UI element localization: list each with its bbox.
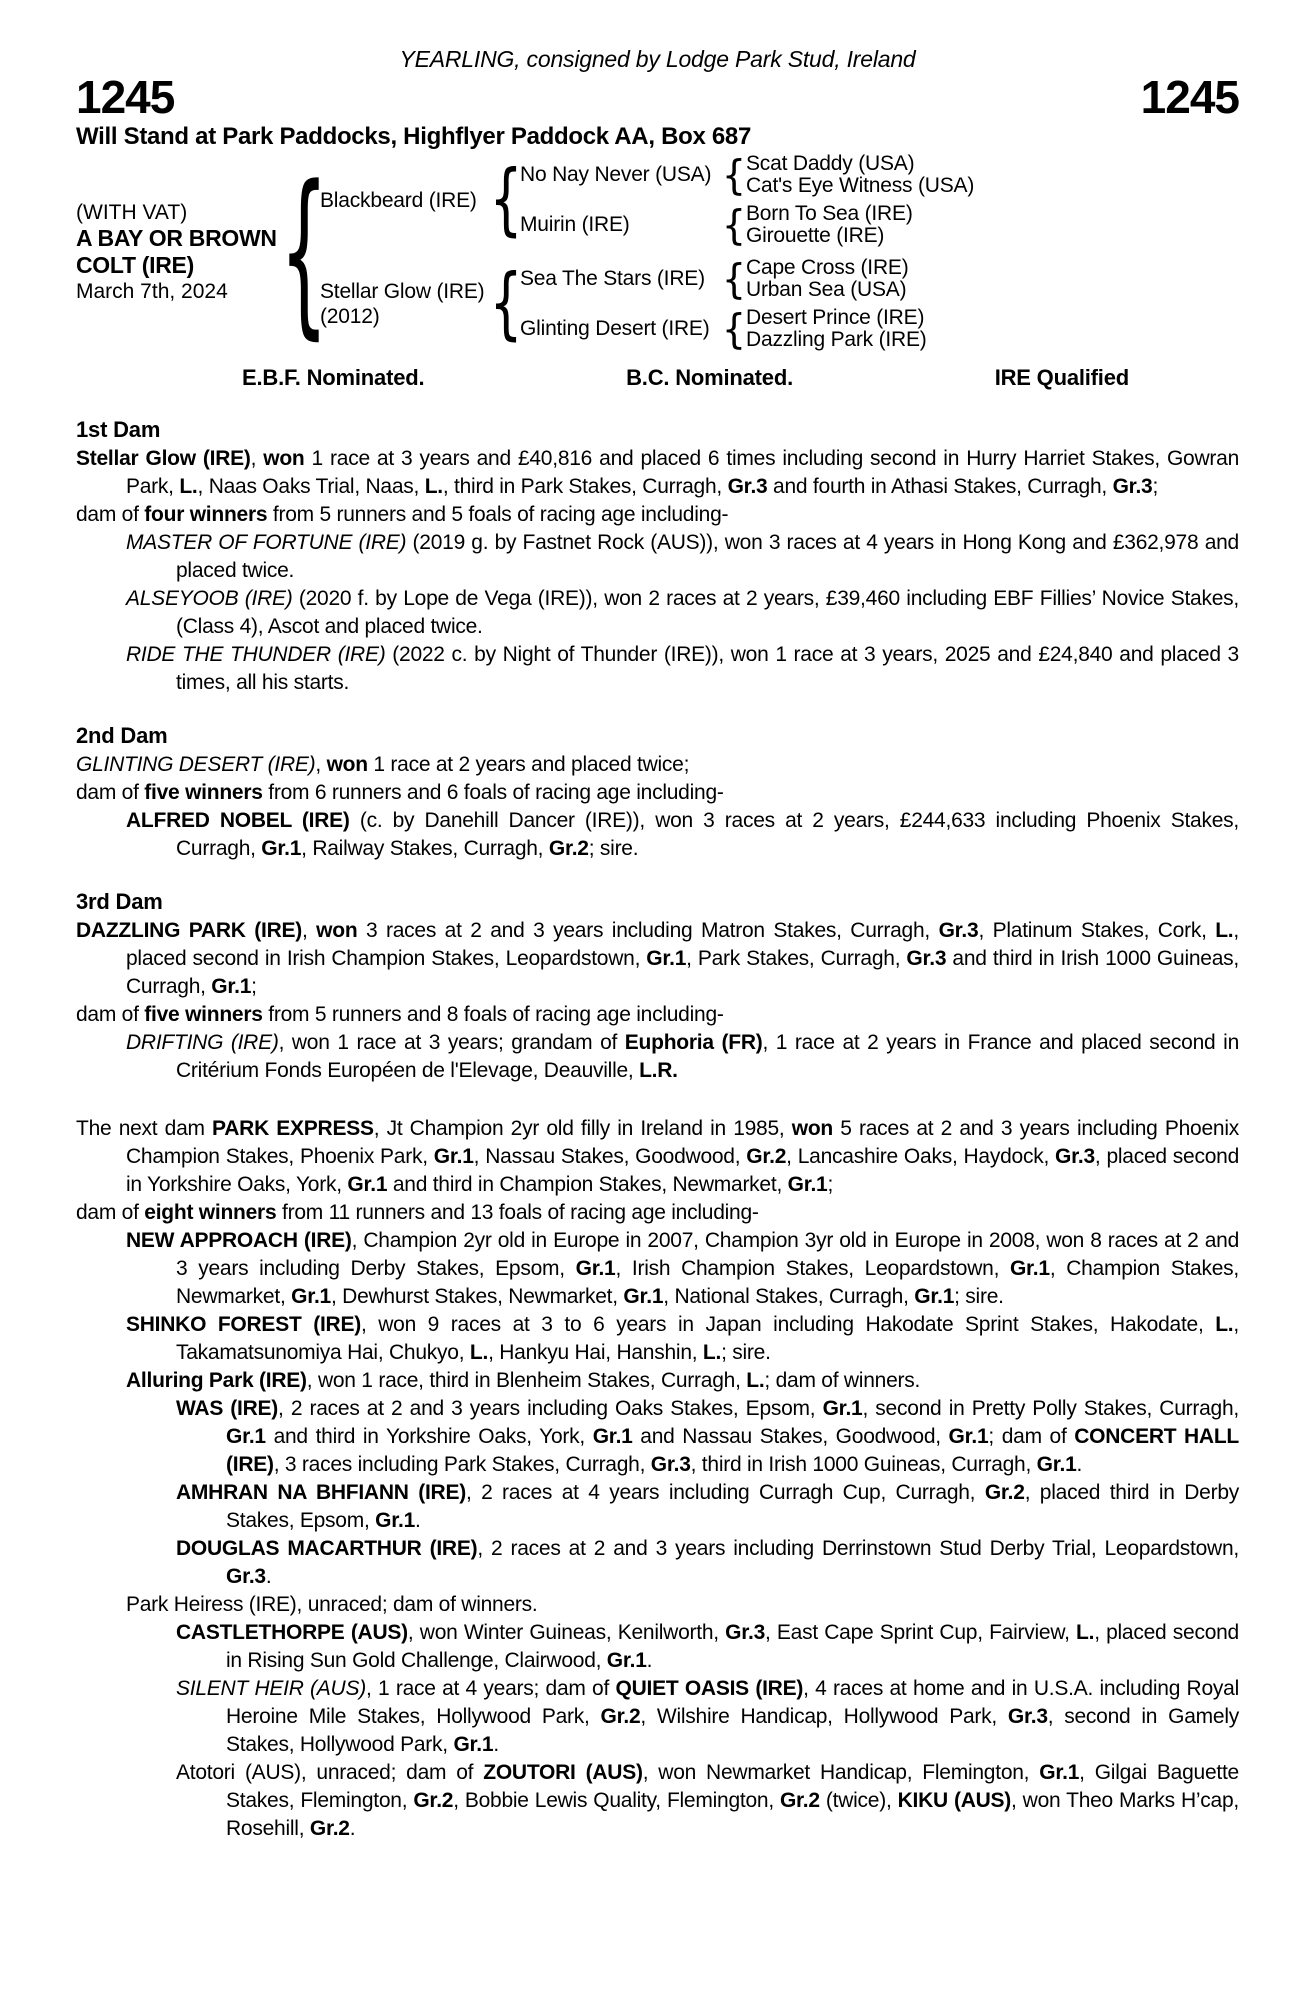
bc-nominated-label: B.C. Nominated. xyxy=(626,365,793,390)
pedigree-brace-sire-sire: { xyxy=(721,151,747,199)
lot-number-left: 1245 xyxy=(76,71,175,123)
stand-location-line: Will Stand at Park Paddocks, Highflyer Paddock AA, Box 687 xyxy=(76,123,752,150)
sire-sire-name: No Nay Never (USA) xyxy=(520,163,712,186)
sire-dam-parents xyxy=(746,203,1239,247)
pedigree-brace-generation1: { xyxy=(279,146,329,356)
pedigree-brace-dam-dam: { xyxy=(721,305,747,353)
pedigree-text-paragraph: The next dam PARK EXPRESS, Jt Champion 2yr old filly in Ireland in 1985, won 5 races at 2 and 3 years including Phoenix Champion Stakes, Phoenix Park, Gr.1, Nassau Stakes, Goodwood, Gr.2, Lancashire Oaks, Haydock, Gr.3, placed second in Yorkshire Oaks, York, Gr.1 and third in Champion Stakes, Newmarket, Gr.1; xyxy=(76,1117,1240,1196)
sire-parents xyxy=(520,153,1239,247)
lot-number-right: 1245 xyxy=(1140,71,1239,123)
sire-dam-name: Muirin (IRE) xyxy=(520,213,630,236)
dam-sire-parents xyxy=(746,257,1239,301)
consignor-line: YEARLING, consigned by Lodge Park Stud, Ireland xyxy=(399,46,916,72)
dam-sire-dam-name: Urban Sea (USA) xyxy=(746,278,907,301)
pedigree-text-paragraph: WAS (IRE), 2 races at 2 and 3 years including Oaks Stakes, Epsom, Gr.1, second in Pretty Polly Stakes, Curragh, Gr.1 and third in Yorkshire Oaks, York, Gr.1 and Nassau Stakes, Goodwood, Gr.1; dam of CONCERT HALL (IRE), 3 races including Park Stakes, Curragh, Gr.3, third in Irish 1000 Guineas, Curragh, Gr.1. xyxy=(176,1397,1240,1476)
dam-dam-row xyxy=(520,307,1239,351)
ire-qualified-label: IRE Qualified xyxy=(994,365,1129,390)
sire-sire-parents xyxy=(746,153,1239,197)
pedigree-brace-dam: { xyxy=(489,259,523,349)
dam-heading: 2nd Dam xyxy=(76,723,168,748)
pedigree-text-paragraph: dam of four winners from 5 runners and 5 foals of racing age including- xyxy=(76,503,729,526)
sire-row xyxy=(320,153,1239,247)
sire-sire-sire-name: Scat Daddy (USA) xyxy=(746,152,915,175)
dam-dam-dam-name: Dazzling Park (IRE) xyxy=(746,328,927,351)
dam-dam-parents xyxy=(746,307,1239,351)
dam-dam-name: Glinting Desert (IRE) xyxy=(520,317,710,340)
pedigree-brace-dam-sire: { xyxy=(721,255,747,303)
pedigree-text-paragraph: MASTER OF FORTUNE (IRE) (2019 g. by Fastnet Rock (AUS)), won 3 races at 4 years in Hong Kong and £362,978 and placed twice. xyxy=(126,531,1239,582)
dam-heading: 1st Dam xyxy=(76,417,161,442)
dam-sire-row xyxy=(520,257,1239,301)
dam-name xyxy=(320,279,492,329)
pedigree-brace-sire-dam: { xyxy=(721,201,747,249)
pedigree-text-paragraph: dam of eight winners from 11 runners and 13 foals of racing age including- xyxy=(76,1201,759,1224)
dam-year: (2012) xyxy=(320,305,380,328)
pedigree-text-paragraph: Stellar Glow (IRE), won 1 race at 3 years and £40,816 and placed 6 times including second in Hurry Harriet Stakes, Gowran Park, L., Naas Oaks Trial, Naas, L., third in Park Stakes, Curragh, Gr.3 and fourth in Athasi Stakes, Curragh, Gr.3; xyxy=(76,447,1239,498)
section-gap xyxy=(76,1085,1239,1115)
vat-note: (WITH VAT) xyxy=(76,201,188,224)
pedigree-text-paragraph: DRIFTING (IRE), won 1 race at 3 years; grandam of Euphoria (FR), 1 race at 2 years in France and placed second in Critérium Fonds Européen de l'Elevage, Deauville, L.R. xyxy=(126,1031,1239,1082)
pedigree-text-paragraph: RIDE THE THUNDER (IRE) (2022 c. by Night of Thunder (IRE)), won 1 race at 3 years, 2025 and £24,840 and placed 3 times, all his starts. xyxy=(126,643,1239,694)
dam-parents xyxy=(520,257,1239,351)
pedigree-subject xyxy=(76,200,288,304)
pedigree-text-paragraph: dam of five winners from 5 runners and 8 foals of racing age including- xyxy=(76,1003,724,1026)
sire-sire-dam-name: Cat's Eye Witness (USA) xyxy=(746,174,975,197)
pedigree-text-body xyxy=(76,416,1239,1843)
pedigree-table xyxy=(76,146,1239,356)
nominations-row xyxy=(242,365,1129,391)
dam-sire-sire-name: Cape Cross (IRE) xyxy=(746,256,909,279)
pedigree-text-paragraph: dam of five winners from 6 runners and 6 foals of racing age including- xyxy=(76,781,724,804)
sire-sire-row xyxy=(520,153,1239,197)
subject-name-line1: A BAY OR BROWN xyxy=(76,225,277,251)
pedigree-brace-sire: { xyxy=(489,155,523,245)
pedigree-text-paragraph: CASTLETHORPE (AUS), won Winter Guineas, Kenilworth, Gr.3, East Cape Sprint Cup, Fairview, L., placed second in Rising Sun Gold Challenge, Clairwood, Gr.1. xyxy=(176,1621,1239,1672)
dam-heading: 3rd Dam xyxy=(76,889,163,914)
sire-name: Blackbeard (IRE) xyxy=(320,188,477,212)
dam-row xyxy=(320,257,1239,351)
ebf-nominated-label: E.B.F. Nominated. xyxy=(242,365,425,390)
pedigree-text-paragraph: AMHRAN NA BHFIANN (IRE), 2 races at 4 years including Curragh Cup, Curragh, Gr.2, placed third in Derby Stakes, Epsom, Gr.1. xyxy=(176,1481,1240,1532)
pedigree-text-paragraph: ALFRED NOBEL (IRE) (c. by Danehill Dancer (IRE)), won 3 races at 2 years, £244,633 including Phoenix Stakes, Curragh, Gr.1, Railway Stakes, Curragh, Gr.2; sire. xyxy=(126,809,1239,860)
pedigree-generation1 xyxy=(320,153,1239,351)
pedigree-text-paragraph: ALSEYOOB (IRE) (2020 f. by Lope de Vega (IRE)), won 2 races at 2 years, £39,460 including EBF Fillies’ Novice Stakes, (Class 4), Ascot and placed twice. xyxy=(126,587,1239,638)
lot-number-row xyxy=(76,73,1239,121)
pedigree-text-paragraph: SHINKO FOREST (IRE), won 9 races at 3 to 6 years in Japan including Hakodate Sprint Stakes, Hakodate, L., Takamatsunomiya Hai, Chukyo, L., Hankyu Hai, Hanshin, L.; sire. xyxy=(126,1313,1239,1364)
sire-dam-row xyxy=(520,203,1239,247)
dam-dam-sire-name: Desert Prince (IRE) xyxy=(746,306,925,329)
pedigree-text-paragraph: GLINTING DESERT (IRE), won 1 race at 2 years and placed twice; xyxy=(76,753,690,776)
sire-dam-dam-name: Girouette (IRE) xyxy=(746,224,885,247)
dam-sire-name: Sea The Stars (IRE) xyxy=(520,267,705,290)
pedigree-text-paragraph: Alluring Park (IRE), won 1 race, third in Blenheim Stakes, Curragh, L.; dam of winners. xyxy=(126,1369,921,1392)
pedigree-text-paragraph: NEW APPROACH (IRE), Champion 2yr old in Europe in 2007, Champion 3yr old in Europe in 2008, won 8 races at 2 and 3 years including Derby Stakes, Epsom, Gr.1, Irish Champion Stakes, Leopardstown, Gr.1, Champion Stakes, Newmarket, Gr.1, Dewhurst Stakes, Newmarket, Gr.1, National Stakes, Curragh, Gr.1; sire. xyxy=(126,1229,1239,1308)
subject-name-line2: COLT (IRE) xyxy=(76,252,194,278)
pedigree-text-paragraph: DAZZLING PARK (IRE), won 3 races at 2 and 3 years including Matron Stakes, Curragh, Gr.3, Platinum Stakes, Cork, L., placed second in Irish Champion Stakes, Leopardstown, Gr.1, Park Stakes, Curragh, Gr.3 and third in Irish 1000 Guineas, Curragh, Gr.1; xyxy=(76,919,1239,998)
sire-dam-sire-name: Born To Sea (IRE) xyxy=(746,202,913,225)
foal-date: March 7th, 2024 xyxy=(76,280,228,303)
pedigree-text-paragraph: Park Heiress (IRE), unraced; dam of winners. xyxy=(126,1593,538,1616)
pedigree-text-paragraph: DOUGLAS MACARTHUR (IRE), 2 races at 2 and 3 years including Derrinstown Stud Derby Trial, Leopardstown, Gr.3. xyxy=(176,1537,1239,1588)
dam-name-text: Stellar Glow (IRE) xyxy=(320,280,485,303)
pedigree-text-paragraph: Atotori (AUS), unraced; dam of ZOUTORI (AUS), won Newmarket Handicap, Flemington, Gr.1, Gilgai Baguette Stakes, Flemington, Gr.2, Bobbie Lewis Quality, Flemington, Gr.2 (twice), KIKU (AUS), won Theo Marks H’cap, Rosehill, Gr.2. xyxy=(176,1761,1240,1840)
pedigree-text-paragraph: SILENT HEIR (AUS), 1 race at 4 years; dam of QUIET OASIS (IRE), 4 races at home and in U.S.A. including Royal Heroine Mile Stakes, Hollywood Park, Gr.2, Wilshire Handicap, Hollywood Park, Gr.3, second in Gamely Stakes, Hollywood Park, Gr.1. xyxy=(176,1677,1239,1756)
